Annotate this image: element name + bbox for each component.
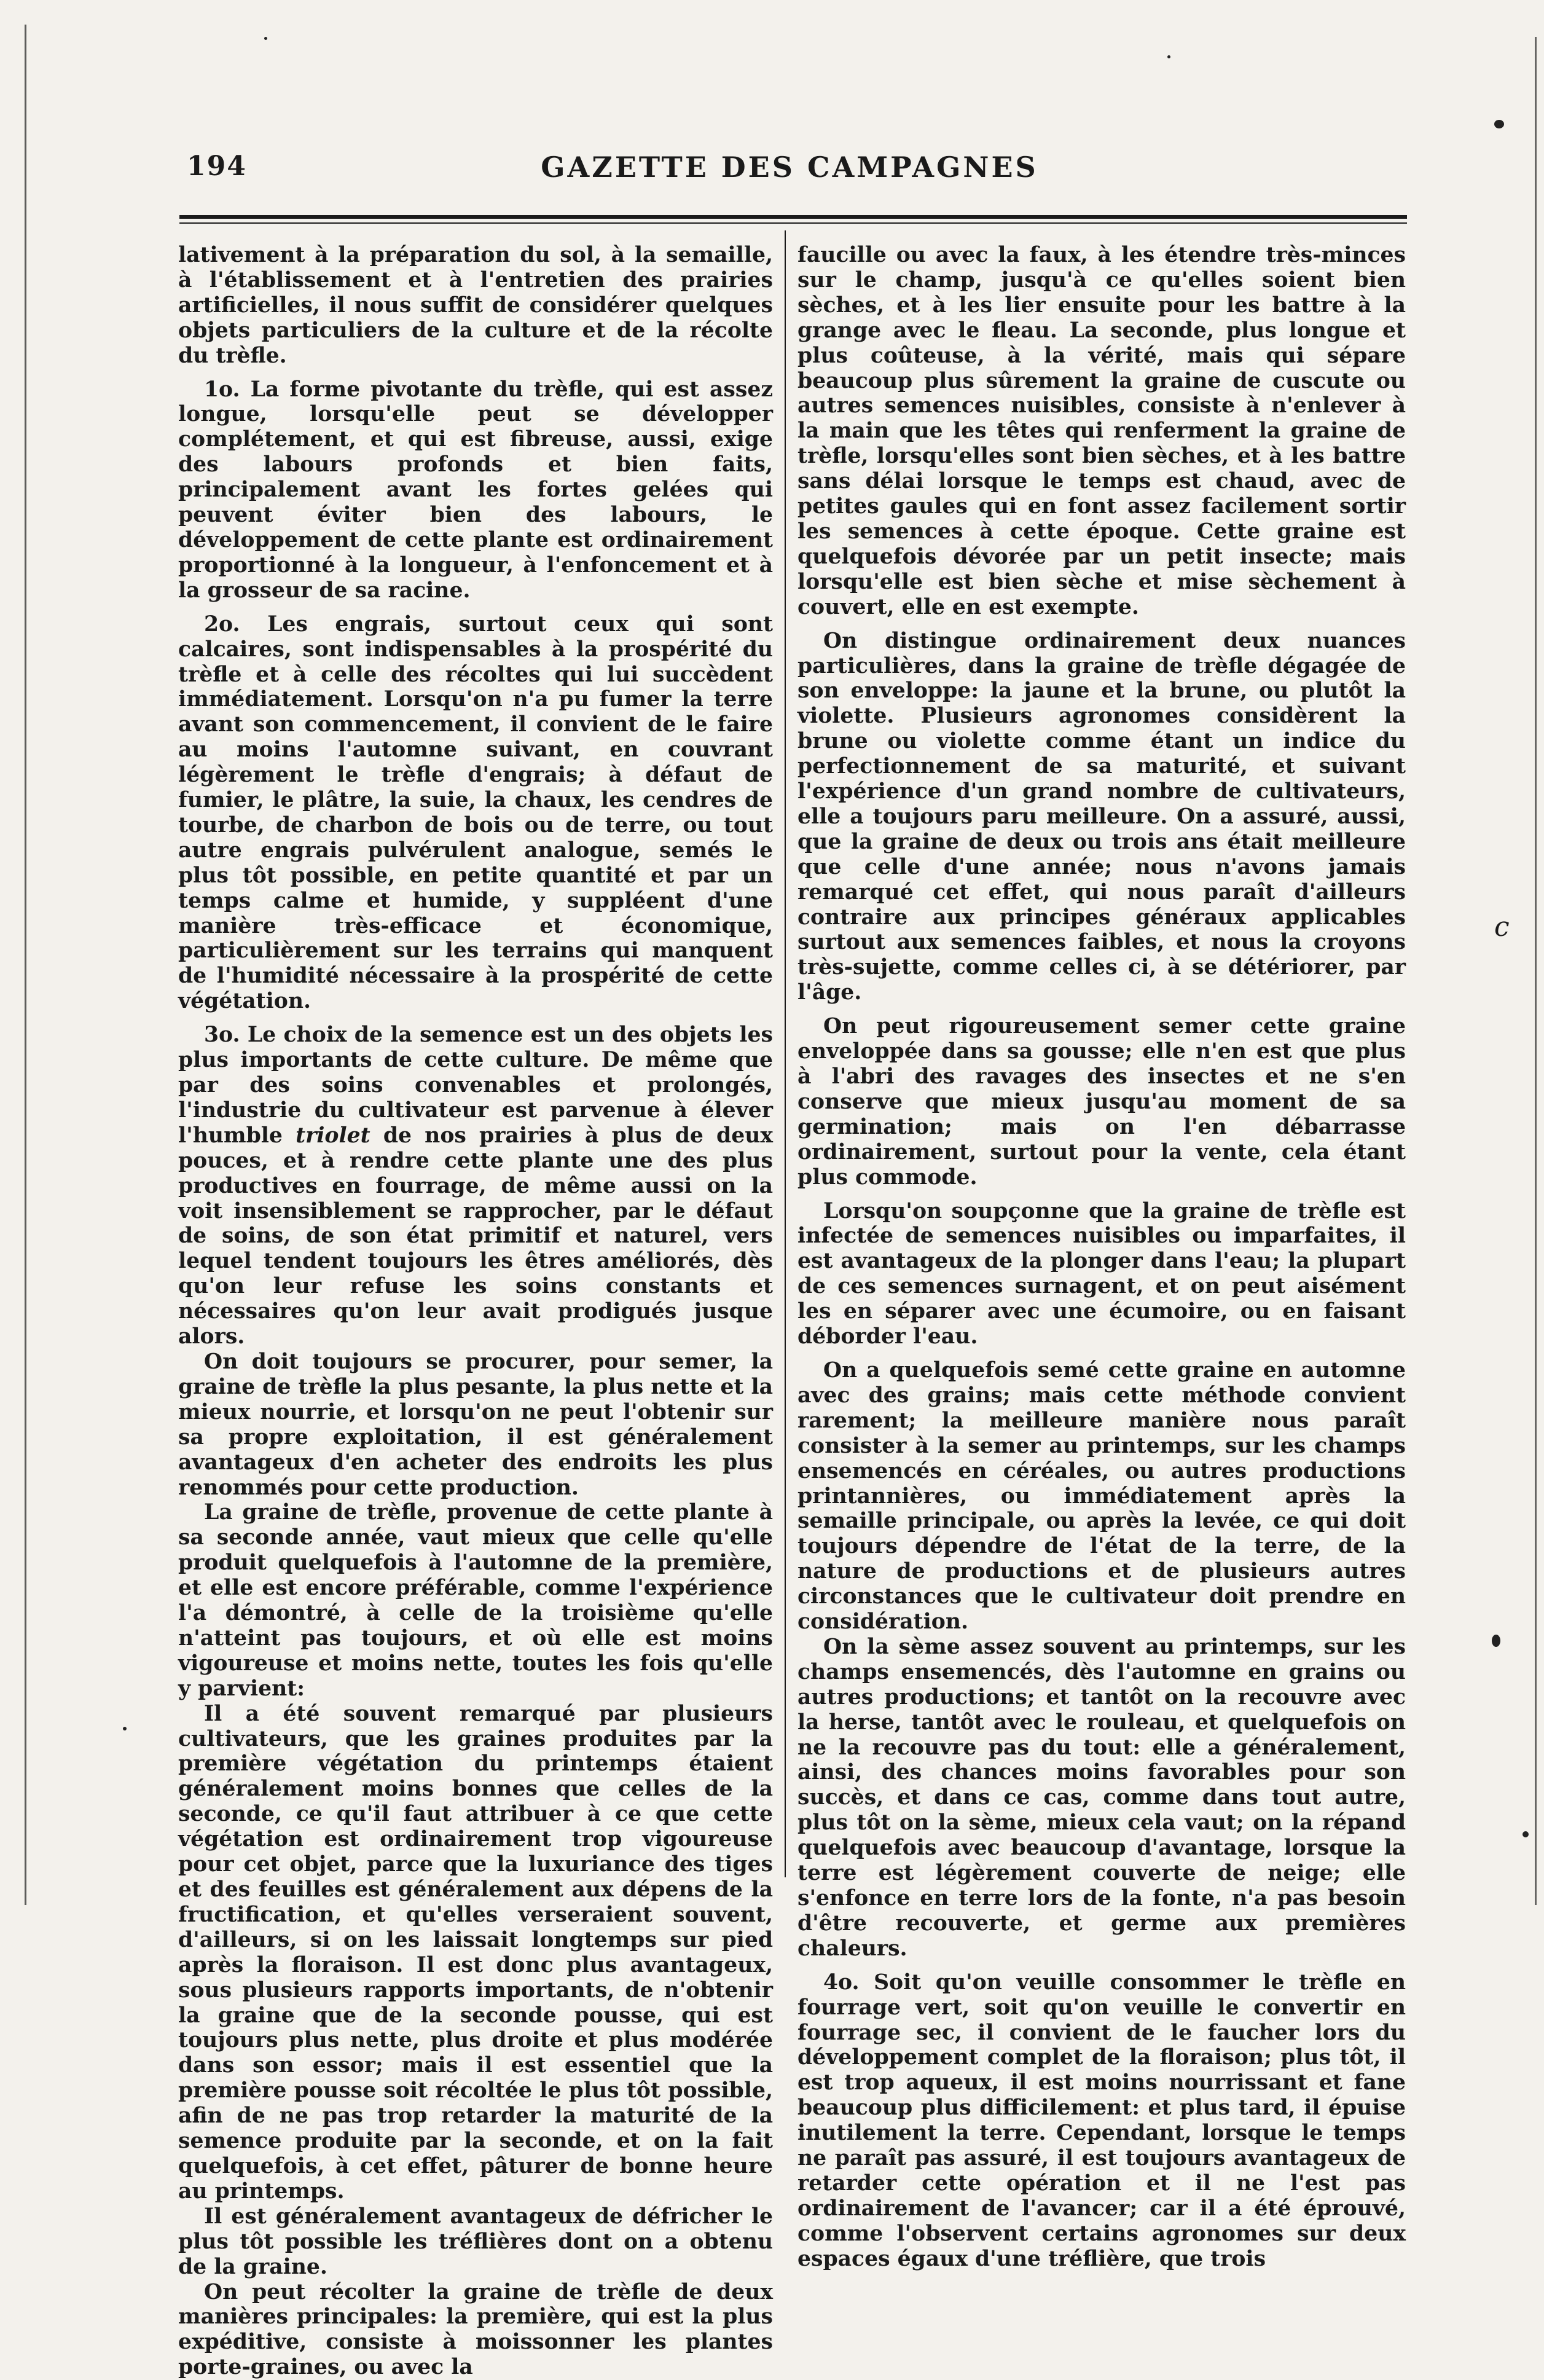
paragraph: lativement à la préparation du sol, à la semaille, à l'établissement et à l'entretien des prairies artificielles, il nous suffit de considérer quelques objets particuliers de la culture et de la récolte du trèfle. — [178, 243, 773, 369]
paragraph: faucille ou avec la faux, à les étendre très-minces sur le champ, jusqu'à ce qu'elles soient bien sèches, et à les lier ensuite pour les battre à la grange avec le fleau. La seconde, plus longue et plus coûteuse, à la vérité, mais qui sépare beaucoup plus sûrement la graine de cuscute ou autres semences nuisibles, consiste à n'enlever à la main que les têtes qui renferment la graine de trèfle, lorsqu'elles sont bien sèches, et à les battre sans délai lorsque le temps est chaud, avec de petites gaules qui en font assez facilement sortir les semences à cette époque. Cette graine est quelquefois dévorée par un petit insecte; mais lorsqu'elle est bien sèche et mise sèchement à couvert, elle en est exempte. — [797, 243, 1406, 620]
paragraph: On doit toujours se procurer, pour semer, la graine de trèfle la plus pesante, la plus nette et la mieux nourrie, et lorsqu'on ne peut l'obtenir sur sa propre exploitation, il est généralement avantageux d'en acheter des endroits les plus renommés pour cette production. — [178, 1349, 773, 1500]
paragraph: 1o. La forme pivotante du trèfle, qui est assez longue, lorsqu'elle peut se développer complétement, et qui est fibreuse, aussi, exige des labours profonds et bien faits, principalement avant les fortes gelées qui peuvent éviter bien des labours, le développement de cette plante est ordinairement proportionné à la longueur, à l'enfoncement et à la grosseur de sa racine. — [178, 377, 773, 603]
paragraph: On peut récolter la graine de trèfle de deux manières principales: la première, qui est la plus expéditive, consiste à moissonner les plantes porte-graines, ou avec la — [178, 2280, 773, 2380]
ink-speck — [1494, 120, 1504, 128]
left-column — [178, 243, 773, 2380]
paragraph: Il a été souvent remarqué par plusieurs cultivateurs, que les graines produites par la première végétation du printemps étaient généralement moins bonnes que celles de la seconde, ce qu'il faut attribuer à ce que cette végétation est ordinairement trop vigoureuse pour cet objet, parce que la luxuriance des tiges et des feuilles est généralement aux dépens de la fructification, et qu'elles verseraient souvent, d'ailleurs, si on les laissait longtemps sur pied après la floraison. Il est donc plus avantageux, sous plusieurs rapports importants, de n'obtenir la graine que de la seconde pousse, qui est toujours plus nette, plus droite et plus modérée dans son essor; mais il est essentiel que la première pousse soit récoltée le plus tôt possible, afin de ne pas trop retarder la maturité de la semence produite par la seconde, et on la fait quelquefois, à cet effet, pâturer de bonne heure au printemps. — [178, 1702, 773, 2204]
column-divider — [785, 230, 786, 1877]
right-column — [797, 243, 1406, 2272]
paragraph: On a quelquefois semé cette graine en automne avec des grains; mais cette méthode convient rarement; la meilleure manière nous paraît consister à la semer au printemps, sur les champs ensemencés en céréales, ou autres productions printannières, ou immédiatement après la semaille principale, ou après la levée, ce qui doit toujours dépendre de l'état de la terre, de la nature de productions et de plusieurs autres circonstances que le cultivateur doit prendre en considération. — [797, 1358, 1406, 1635]
italic-term: triolet — [296, 1123, 370, 1148]
page-header — [178, 151, 1401, 194]
text-run: 3o. Le choix de la semence est un des objets les plus importants de cette culture. De même que par des soins convenables et prolongés, l'industrie du cultivateur est parvenue à élever l'humble — [178, 1023, 773, 1148]
ink-speck — [1492, 1635, 1500, 1647]
ink-speck — [264, 37, 267, 40]
page-edge-right — [1535, 37, 1537, 1905]
ink-speck — [1522, 1831, 1529, 1837]
paragraph: 2o. Les engrais, surtout ceux qui sont calcaires, sont indispensables à la prospérité du trèfle et à celle des récoltes qui lui succèdent immédiatement. Lorsqu'on n'a pu fumer la terre avant son commencement, il convient de le faire au moins l'automne suivant, en couvrant légèrement le trèfle d'engrais; à défaut de fumier, le plâtre, la suie, la chaux, les cendres de tourbe, de charbon de bois ou de terre, ou tout autre engrais pulvérulent analogue, semés le plus tôt possible, en petite quantité et par un temps calme et humide, y suppléent d'une manière très-efficace et économique, particulièrement sur les terrains qui manquent de l'humidité nécessaire à la prospérité de cette végétation. — [178, 612, 773, 1015]
paragraph: Lorsqu'on soupçonne que la graine de trèfle est infectée de semences nuisibles ou imparfaites, il est avantageux de la plonger dans l'eau; la plupart de ces semences surnagent, et on peut aisément les en séparer avec une écumoire, ou en faisant déborder l'eau. — [797, 1199, 1406, 1349]
paragraph: On peut rigoureusement semer cette graine enveloppée dans sa gousse; elle n'en est que plus à l'abri des ravages des insectes et ne s'en conserve que mieux jusqu'au moment de sa germination; mais on l'en débarrasse ordinairement, surtout pour la vente, cela étant plus commode. — [797, 1014, 1406, 1190]
ink-speck — [1167, 55, 1170, 58]
paragraph: On distingue ordinairement deux nuances particulières, dans la graine de trèfle dégagée de son enveloppe: la jaune et la brune, ou plutôt la violette. Plusieurs agronomes considèrent la brune ou violette comme étant un indice du perfectionnement de sa maturité, et suivant l'expérience d'un grand nombre de cultivateurs, elle a toujours paru meilleure. On a assuré, aussi, que la graine de deux ou trois ans était meilleure que celle d'une année; nous n'avons jamais remarqué cet effet, qui nous paraît d'ailleurs contraire aux principes généraux applicables surtout aux semences faibles, et nous la croyons très-sujette, comme celles ci, à se détériorer, par l'âge. — [797, 629, 1406, 1006]
header-rule-thick — [179, 215, 1407, 219]
paragraph: 4o. Soit qu'on veuille consommer le trèfle en fourrage vert, soit qu'on veuille le convertir en fourrage sec, il convient de le faucher lors du développement complet de la floraison; plus tôt, il est trop aqueux, il est moins nourrissant et fane beaucoup plus difficilement: et plus tard, il épuise inutilement la terre. Cependant, lorsque le temps ne paraît pas assuré, il est toujours avantageux de retarder cette opération et il ne l'est pas ordinairement de l'avancer; car il a été éprouvé, comme l'observent certains agronomes sur deux espaces égaux d'une tréflière, que trois — [797, 1970, 1406, 2272]
header-rule-thin — [179, 222, 1407, 224]
page-number: 194 — [187, 151, 247, 182]
paragraph: La graine de trèfle, provenue de cette plante à sa seconde année, vaut mieux que celle qu'elle produit quelquefois à l'automne de la première, et elle est encore préférable, comme l'expérience l'a démontré, à celle de la troisième qu'elle n'atteint pas toujours, et où elle est moins vigoureuse et moins nette, toutes les fois qu'elle y parvient: — [178, 1500, 773, 1701]
margin-annotation: c — [1494, 911, 1510, 943]
text-run: de nos prairies à plus de deux pouces, et à rendre cette plante une des plus productives en fourrage, de même aussi on la voit insensiblement se rapprocher, par le défaut de soins, de son état primitif et naturel, vers lequel tendent toujours les êtres améliorés, dès qu'on leur refuse les soins constants et nécessaires qu'on leur avait prodigués jusque alors. — [178, 1123, 773, 1349]
running-title: GAZETTE DES CAMPAGNES — [178, 151, 1401, 184]
paragraph — [178, 1023, 773, 1349]
ink-speck — [123, 1727, 127, 1730]
paragraph: On la sème assez souvent au printemps, sur les champs ensemencés, dès l'automne en grains ou autres productions; et tantôt on la recouvre avec la herse, tantôt avec le rouleau, et quelquefois on ne la recouvre pas du tout: elle a généralement, ainsi, des chances moins favorables pour son succès, et dans ce cas, comme dans tout autre, plus tôt on la sème, mieux cela vaut; on la répand quelquefois avec beaucoup d'avantage, lorsque la terre est légèrement couverte de neige; elle s'enfonce en terre lors de la fonte, n'a pas besoin d'être recouverte, et germe aux premières chaleurs. — [797, 1635, 1406, 1962]
paragraph: Il est généralement avantageux de défricher le plus tôt possible les tréflières dont on a obtenu de la graine. — [178, 2204, 773, 2280]
page-edge-left — [25, 25, 26, 1905]
